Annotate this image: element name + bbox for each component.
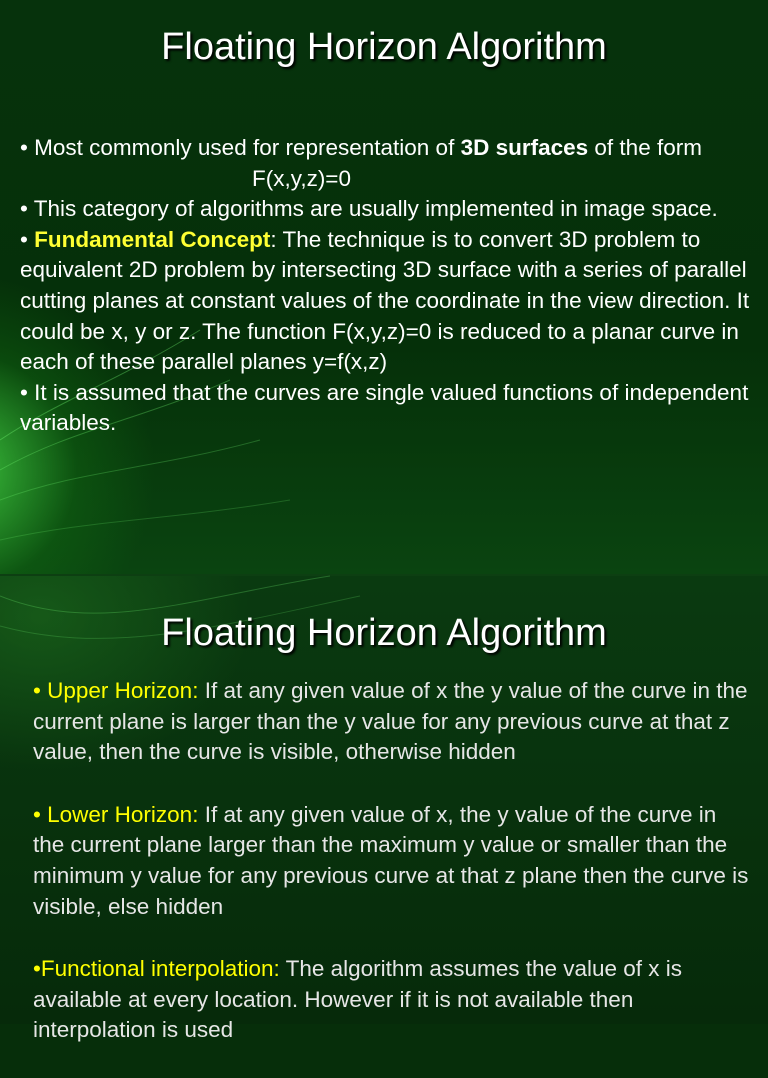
lower-horizon-label: • Lower Horizon: bbox=[33, 801, 199, 827]
bullet-upper-horizon bbox=[33, 676, 753, 768]
bullet-single-valued: • It is assumed that the curves are single valued functions of independent variables. bbox=[20, 379, 749, 436]
bullet-text: If at any given value of x the y value of the curve in the current plane is larger than the y value for any previous curve at that z value, then the curve is visible, otherwise hidden bbox=[33, 678, 748, 765]
functional-interpolation-label: •Functional interpolation: bbox=[33, 956, 280, 982]
bullet-functional-interpolation bbox=[33, 954, 753, 1046]
slide-1-title: Floating Horizon Algorithm bbox=[161, 26, 607, 68]
bullet-lower-horizon bbox=[33, 800, 753, 922]
bullet-text: of the form bbox=[588, 135, 702, 160]
bullet-text: : The technique is to convert 3D problem to equivalent 2D problem by intersecting 3D surface with a series of parallel cutting planes at constant values of the coordinate in the view direction. It could be x, y or z. The function F(x,y,z)=0 is reduced to a planar curve in each of these parallel planes y=f(x,z) bbox=[20, 226, 750, 375]
slide-2-body bbox=[33, 676, 753, 1078]
bullet-image-space: • This category of algorithms are usually implemented in image space. bbox=[20, 196, 718, 222]
upper-horizon-label: • Upper Horizon: bbox=[33, 678, 199, 703]
slide-1-body bbox=[20, 133, 760, 439]
bullet-text: The algorithm assumes the value of x is available at every location. However if it is not available then interpolation is used bbox=[33, 956, 683, 1043]
fundamental-concept-label: Fundamental Concept bbox=[34, 226, 271, 252]
bullet-text: • Most commonly used for representation of bbox=[20, 135, 461, 160]
bullet-marker: • bbox=[20, 226, 35, 252]
slide-2 bbox=[0, 576, 768, 1043]
bold-3d-surfaces: 3D surfaces bbox=[460, 135, 589, 160]
bullet-text: If at any given value of x, the y value of the curve in the current plane larger than the maximum y value or smaller than the minimum y value for any previous curve at that z plane then the curve is visible, else hidden bbox=[33, 801, 749, 919]
bullet-fundamental-concept bbox=[20, 225, 760, 378]
formula: F(x,y,z)=0 bbox=[252, 165, 351, 191]
bullet-3d-surfaces bbox=[20, 133, 760, 164]
slide-2-title: Floating Horizon Algorithm bbox=[161, 612, 607, 654]
